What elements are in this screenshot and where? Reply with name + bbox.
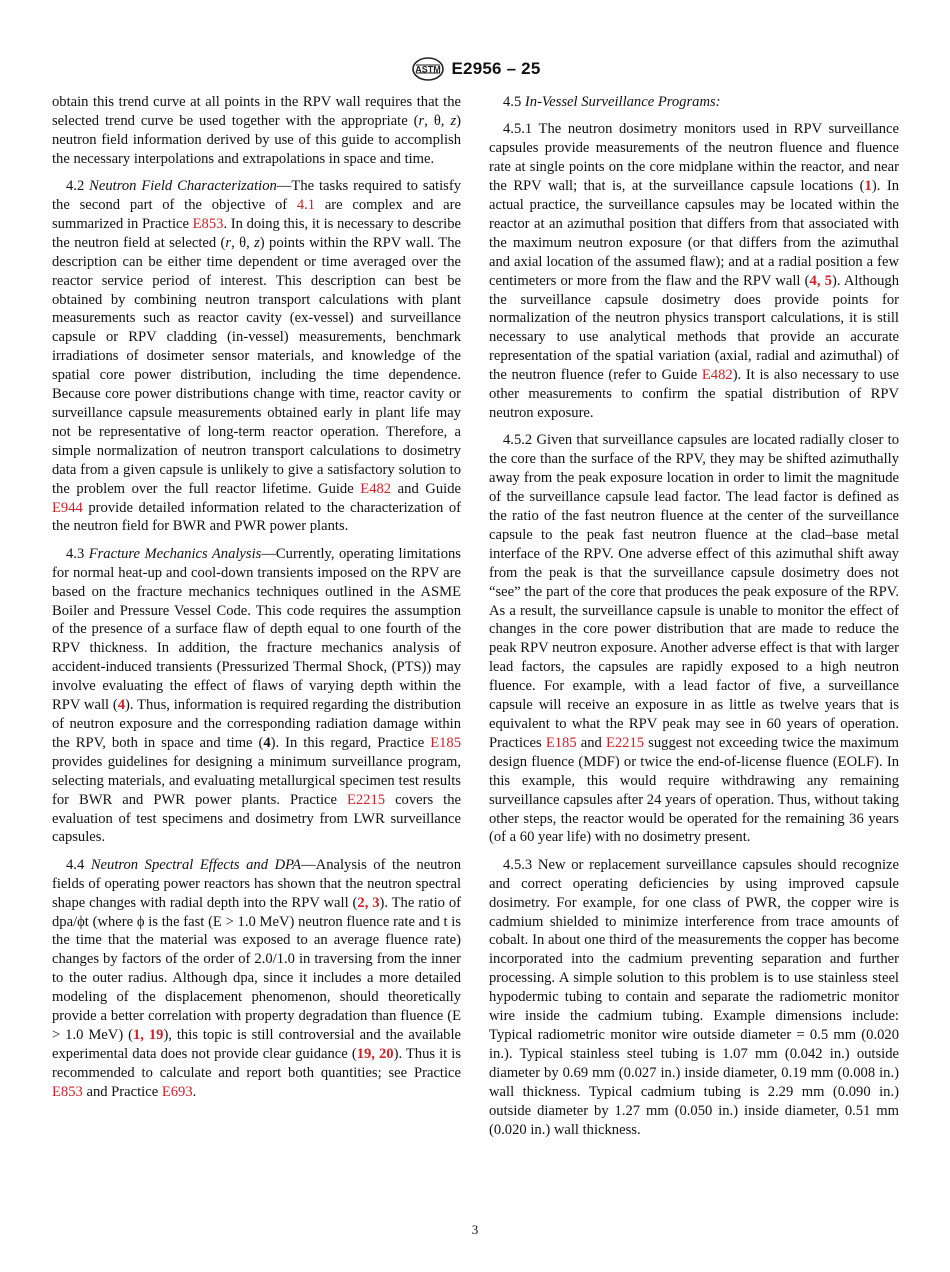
section-4-5-2: 4.5.2 Given that surveillance capsules are located radially closer to the core than the surface of the RPV, they may be shifted azimuthally away from the peak exposure location in order to limit the magnitude of the surveillance capsule lead factor. The lead factor is defined as the ratio of the fast neutron fluence at the center of the surveillance capsule to the peak fast neutron fluence at the clad–base metal interface of the RPV. One adverse effect of this azimuthal shift away from the peak is that the surveillance capsule dosimetry does not “see” the part of the core that produces the peak exposure of the RPV. As a result, the surveillance capsule is unable to monitor the effect of changes in the core power distribution that are made to reduce the peak RPV neutron exposure. Another adverse effect is that with larger lead factors, the capsules are rapidly exposed to a high neutron fluence. For example, with a lead factor of five, a surveillance capsule will receive an exposure in as little as twelve years that is equivalent to what the RPV peak may see in 60 years of operation. Practices E185 and E2215 suggest not exceeding twice the maximum design fluence (MDF) or twice the end-of-license fluence (EOLF). In this example, this would require withdrawing any remaining surveillance capsules after 24 years of operation. Thus, without taking other steps, the reactor would be operated for the remaining 36 years (of a 60 year life) with no dosimetry present.: [489, 432, 900, 846]
citation-19-20[interactable]: 19, 20: [356, 1045, 394, 1062]
page-number: 3: [471, 1222, 479, 1237]
link-e185[interactable]: E185: [545, 734, 577, 751]
section-4-2: 4.2 Neutron Field Characterization—The tasks required to satisfy the second part of the objective of 4.1 are complex and are summarized in Practice E853. In doing this, it is necessary to describe the neutron field at selected (r, θ, z) points within the RPV wall. The description can be either time dependent or time averaged over the reactor service period of interest. This description can best be obtained by combining neutron transport calculations with plant measurements such as reactor cavity (ex-vessel) and surveillance capsule or RPV cladding (in-vessel) measurements, benchmark irradiations of dosimeter sensor materials, and knowledge of the spatial core power distribution, including the time dependence. Because core power distributions change with time, reactor cavity or surveillance capsule measurements obtained early in plant life may not be representative of long-term reactor operation. Therefore, a simple normalization of neutron transport calculations to dosimetry data from a given capsule is unlikely to give a satisfactory solution to the problem over the full reactor lifetime. Guide E482 and Guide E944 provide detailed information related to the characterization of the neutron field for BWR and PWR power plants.: [52, 178, 461, 535]
section-4-5-3: 4.5.3 New or replacement surveillance capsules should recognize and correct operating deficiencies by using improved capsule dosimetry. For example, for one class of PWR, the copper wire is cadmium shielded to minimize interference from trace amounts of cobalt. In about one third of the measurements the copper has become incorporated into the cadmium preventing separation and further processing. A simple solution to this problem is to use stainless steel hypodermic tubing to contain and separate the radiometric monitor wire inside the cadmium tubing. Example dimensions include: Typical radiometric monitor wire outside diameter = 0.5 mm (0.020 in.). Typical stainless steel tubing is 1.07 mm (0.042 in.) outside diameter by 0.69 mm (0.027 in.) inside diameter, 0.19 mm (0.008 in.) wall thickness. Typical cadmium tubing is 2.29 mm (0.090 in.) outside diameter by 1.27 mm (0.050 in.) inside diameter, 0.51 mm (0.020 in.) wall thickness.: [489, 856, 899, 1138]
right-column: [489, 93, 899, 1148]
section-4-4: 4.4 Neutron Spectral Effects and DPA—Analysis of the neutron fields of operating power reactors has shown that the neutron spectral shape changes with radial depth into the RPV wall (2, 3). The ratio of dpa/ϕt (where ϕ is the fast (E > 1.0 MeV) neutron fluence rate and t is the time that the material was exposed to an average fluence rate) changes by factors of the order of 2.0/1.0 in traversing from the inner to the outer radius. Although dpa, since it includes a more detailed modeling of the displacement phenomenon, should theoretically provide a better correlation with property degradation than fluence (E > 1.0 MeV) (1, 19), this topic is still controversial and the available experimental data does not provide clear guidance (19, 20). Thus it is recommended to calculate and report both quantities; see Practice E853 and Practice E693.: [52, 856, 461, 1100]
link-e482[interactable]: E482: [701, 367, 733, 384]
section-4-2-title: Neutron Field Characterization: [89, 178, 277, 195]
svg-text:ASTM: ASTM: [414, 64, 441, 75]
astm-logo-icon: [410, 56, 446, 82]
section-4-4-title: Neutron Spectral Effects and DPA: [90, 856, 302, 873]
document-designation: E2956 – 25: [451, 59, 541, 78]
section-4-5-title: In-Vessel Surveillance Programs:: [524, 94, 721, 110]
citation-4-secondary[interactable]: 4: [263, 734, 271, 751]
link-e944[interactable]: E944: [52, 499, 83, 516]
section-4-3: 4.3 Fracture Mechanics Analysis—Currently, operating limitations for normal heat-up and cool-down transients imposed on the RPV are based on the fracture mechanics techniques outlined in the ASME Boiler and Pressure Vessel Code. This code requires the assumption of the presence of a surface flaw of depth equal to one fourth of the RPV thickness. In addition, the fracture mechanics analysis of accident-induced transients (Pressurized Thermal Shock, (PTS)) may involve evaluating the effect of flaws of varying depth within the RPV wall (4). Thus, information is required regarding the distribution of neutron exposure and the corresponding radiation damage within the RPV, both in space and time (4). In this regard, Practice E185 provides guidelines for designing a minimum surveillance program, selecting materials, and evaluating metallurgical specimen test results for BWR and PWR power plants. Practice E2215 covers the evaluation of test specimens and dosimetry from LWR surveillance capsules.: [52, 545, 462, 846]
link-4-1[interactable]: 4.1: [296, 197, 316, 214]
citation-1[interactable]: 1: [864, 178, 872, 195]
link-e2215[interactable]: E2215: [346, 791, 386, 808]
link-e482[interactable]: E482: [360, 480, 392, 497]
citation-1-19[interactable]: 1, 19: [132, 1027, 164, 1043]
page-header: [0, 56, 950, 82]
link-e693[interactable]: E693: [161, 1083, 193, 1100]
citation-4-5[interactable]: 4, 5: [809, 272, 832, 289]
citation-2-3[interactable]: 2, 3: [357, 894, 380, 911]
section-4-5-1: 4.5.1 The neutron dosimetry monitors used in RPV surveillance capsules provide measurements of the neutron fluence and fluence rate at single points on the core midplane within the reactor, and near the RPV wall; that is, at the surveillance capsule locations (1). In actual practice, the surveillance capsules may be located within the reactor at an azimuthal position that differs from that associated with the maximum neutron exposure (or that differs from the azimuthal and axial location of the assumed flaw); and at a radial position a few centimeters or more from the flaw and the RPV wall (4, 5). Although the surveillance capsule dosimetry does provide points for normalization of the neutron physics transport calculations, it is still necessary to use analytical methods that provide an accurate representation of the spatial variation (axial, radial and azimuthal) of the neutron fluence (refer to Guide E482). It is also necessary to use other measurements to confirm the spatial distribution of RPV neutron exposure.: [489, 121, 900, 421]
link-e185[interactable]: E185: [430, 734, 461, 751]
section-4-5: 4.5 In-Vessel Surveillance Programs:: [503, 94, 721, 110]
citation-4[interactable]: 4: [117, 697, 126, 714]
link-e2215[interactable]: E2215: [605, 734, 645, 751]
section-4-3-title: Fracture Mechanics Analysis: [88, 545, 262, 562]
left-column: [52, 93, 461, 1110]
paragraph-continuation: obtain this trend curve at all points in the RPV wall requires that the selected trend curve be used together with the appropriate (r, θ, z) neutron field information derived by use of this guide to accomplish the necessary interpolations and extrapolations in space and time.: [52, 94, 461, 167]
link-e853[interactable]: E853: [192, 215, 224, 232]
link-e853[interactable]: E853: [52, 1083, 83, 1100]
